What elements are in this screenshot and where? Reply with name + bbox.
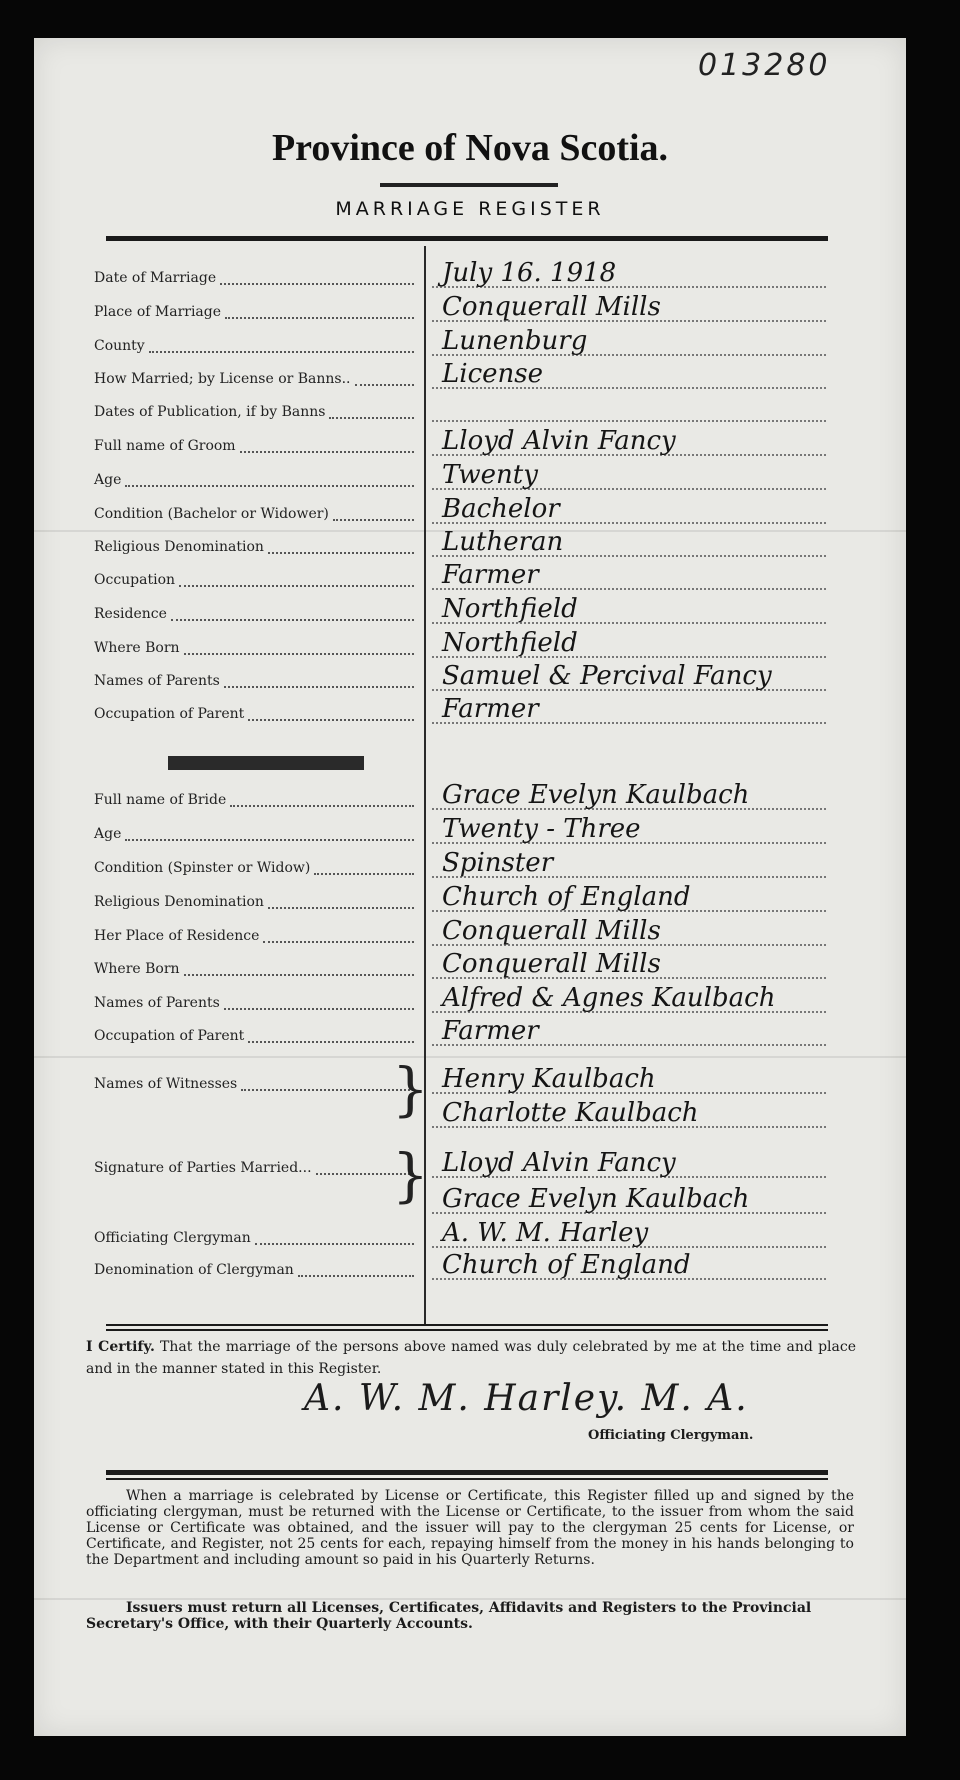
register-row — [34, 1184, 906, 1220]
handwritten-value: Grace Evelyn Kaulbach — [442, 780, 750, 810]
label-leader-dots — [171, 619, 414, 621]
register-row — [34, 1098, 906, 1134]
register-row — [34, 848, 906, 884]
register-row — [34, 882, 906, 918]
title-underline — [380, 183, 558, 187]
row-label: Religious Denomination — [94, 539, 264, 555]
label-leader-dots — [248, 719, 414, 721]
register-row — [34, 1148, 906, 1184]
row-label: Religious Denomination — [94, 894, 264, 910]
register-row — [34, 326, 906, 362]
notice-rule — [106, 1470, 828, 1475]
label-leader-dots — [225, 317, 414, 319]
label-leader-dots — [125, 485, 414, 487]
register-row — [34, 661, 906, 697]
handwritten-value: Conquerall Mills — [442, 949, 661, 979]
row-label: Age — [94, 472, 122, 488]
register-row — [34, 292, 906, 328]
label-leader-dots — [230, 805, 414, 807]
row-label: Occupation of Parent — [94, 706, 245, 722]
label-leader-dots — [241, 1089, 414, 1091]
fold-line — [34, 1056, 906, 1058]
register-row — [34, 460, 906, 496]
label-leader-dots — [184, 653, 414, 655]
handwritten-value: Farmer — [442, 1016, 539, 1046]
bride-section-bar — [168, 756, 364, 770]
clergy-signature: A. W. M. Harley. M. A. — [304, 1378, 749, 1419]
row-label: Dates of Publication, if by Banns — [94, 404, 326, 420]
row-label: Officiating Clergyman — [94, 1230, 251, 1246]
handwritten-value: Charlotte Kaulbach — [442, 1098, 699, 1128]
notice-rule-2 — [106, 1478, 828, 1480]
witnesses-brace: } — [392, 1055, 429, 1123]
register-row — [34, 594, 906, 630]
handwritten-value: Lloyd Alvin Fancy — [442, 426, 676, 456]
label-leader-dots — [149, 351, 414, 353]
label-leader-dots — [268, 552, 414, 554]
row-label: Occupation — [94, 572, 176, 588]
label-leader-dots — [224, 1008, 414, 1010]
register-row — [34, 494, 906, 530]
row-label: Denomination of Clergyman — [94, 1262, 294, 1278]
handwritten-value: Twenty — [442, 460, 538, 490]
handwritten-value: Spinster — [442, 848, 554, 878]
page-title: Province of Nova Scotia. — [271, 127, 669, 169]
handwritten-value: Conquerall Mills — [442, 916, 661, 946]
row-label: How Married; by License or Banns.. — [94, 371, 351, 387]
certify-rule-2 — [106, 1329, 828, 1331]
certify-statement — [86, 1336, 856, 1380]
register-row — [34, 258, 906, 294]
handwritten-value: July 16. 1918 — [442, 258, 617, 288]
row-label: County — [94, 338, 145, 354]
label-leader-dots — [224, 686, 414, 688]
notice-paragraph: When a marriage is celebrated by License or Certificate, this Register filled up and signed by the officiating clergyman, must be returned with the License or Certificate, to the issuer from whom the said License or Certificate was obtained, and the issuer will pay to the clergyman 25 cents for License, or Certificate, and Register, not 25 cents for each, repaying himself from the money in his hands belonging to the Department and including amount so paid in his Quarterly Returns. — [86, 1488, 854, 1568]
notice-issuers: Issuers must return all Licenses, Certificates, Affidavits and Registers to the Provincial Secretary's Office, with their Quarterly Accounts. — [86, 1600, 812, 1632]
handwritten-value: A. W. M. Harley — [442, 1218, 649, 1248]
register-number: 013280 — [698, 48, 831, 83]
row-label: Occupation of Parent — [94, 1028, 245, 1044]
register-row — [34, 780, 906, 816]
register-row — [34, 814, 906, 850]
handwritten-value: Samuel & Percival Fancy — [442, 661, 772, 691]
handwritten-value: Northfield — [442, 628, 578, 658]
label-leader-dots — [329, 417, 414, 419]
row-label: Full name of Groom — [94, 438, 236, 454]
label-leader-dots — [220, 283, 414, 285]
handwritten-value: Church of England — [442, 882, 691, 912]
row-label: Names of Witnesses — [94, 1076, 238, 1092]
handwritten-value: Bachelor — [442, 494, 560, 524]
label-leader-dots — [298, 1275, 414, 1277]
register-row — [34, 398, 906, 428]
certify-rule — [106, 1324, 828, 1326]
label-leader-dots — [255, 1243, 414, 1245]
handwritten-value: Grace Evelyn Kaulbach — [442, 1184, 750, 1214]
handwritten-value: Conquerall Mills — [442, 292, 661, 322]
label-leader-dots — [314, 873, 414, 875]
handwritten-value: Farmer — [442, 560, 539, 590]
handwritten-value: Lunenburg — [442, 326, 588, 356]
handwritten-value: Twenty - Three — [442, 814, 641, 844]
clergy-caption: Officiating Clergyman. — [588, 1428, 754, 1443]
register-row — [34, 359, 906, 395]
row-label: Date of Marriage — [94, 270, 217, 286]
register-row — [34, 560, 906, 596]
handwritten-value: Henry Kaulbach — [442, 1064, 656, 1094]
label-leader-dots — [248, 1041, 414, 1043]
handwritten-value: Northfield — [442, 594, 578, 624]
page-subtitle: MARRIAGE REGISTER — [335, 198, 605, 220]
handwritten-value: License — [442, 359, 544, 389]
label-leader-dots — [263, 941, 414, 943]
signatures-brace: } — [392, 1141, 429, 1209]
register-row — [34, 983, 906, 1019]
register-row — [34, 426, 906, 462]
register-row — [34, 527, 906, 563]
row-label: Condition (Bachelor or Widower) — [94, 506, 329, 522]
handwritten-value: Lutheran — [442, 527, 564, 557]
row-label: Age — [94, 826, 122, 842]
register-row — [34, 628, 906, 664]
top-rule — [106, 236, 828, 241]
row-label: Names of Parents — [94, 673, 220, 689]
row-label: Residence — [94, 606, 167, 622]
register-form — [34, 38, 906, 1736]
label-leader-dots — [268, 907, 414, 909]
label-leader-dots — [125, 839, 414, 841]
handwritten-value: Alfred & Agnes Kaulbach — [442, 983, 776, 1013]
label-leader-dots — [333, 519, 414, 521]
value-line — [432, 420, 826, 422]
register-row — [34, 1016, 906, 1052]
handwritten-value: Farmer — [442, 694, 539, 724]
certify-text: That the marriage of the persons above named was duly celebrated by me at the time and place and in the manner stated in this Register. — [86, 1339, 856, 1377]
label-leader-dots — [179, 585, 414, 587]
certify-lead: I Certify. — [86, 1339, 155, 1355]
row-label: Condition (Spinster or Widow) — [94, 860, 311, 876]
row-label: Signature of Parties Married... — [94, 1160, 312, 1176]
handwritten-value: Lloyd Alvin Fancy — [442, 1148, 676, 1178]
row-label: Names of Parents — [94, 995, 220, 1011]
label-leader-dots — [355, 384, 414, 386]
row-label: Her Place of Residence — [94, 928, 260, 944]
row-label: Place of Marriage — [94, 304, 222, 320]
row-label: Full name of Bride — [94, 792, 227, 808]
register-row — [34, 1064, 906, 1100]
register-row — [34, 1250, 906, 1286]
handwritten-value: Church of England — [442, 1250, 691, 1280]
label-leader-dots — [184, 974, 414, 976]
register-row — [34, 949, 906, 985]
label-leader-dots — [240, 451, 414, 453]
row-label: Where Born — [94, 961, 180, 977]
register-row — [34, 916, 906, 952]
row-label: Where Born — [94, 640, 180, 656]
register-row — [34, 694, 906, 730]
